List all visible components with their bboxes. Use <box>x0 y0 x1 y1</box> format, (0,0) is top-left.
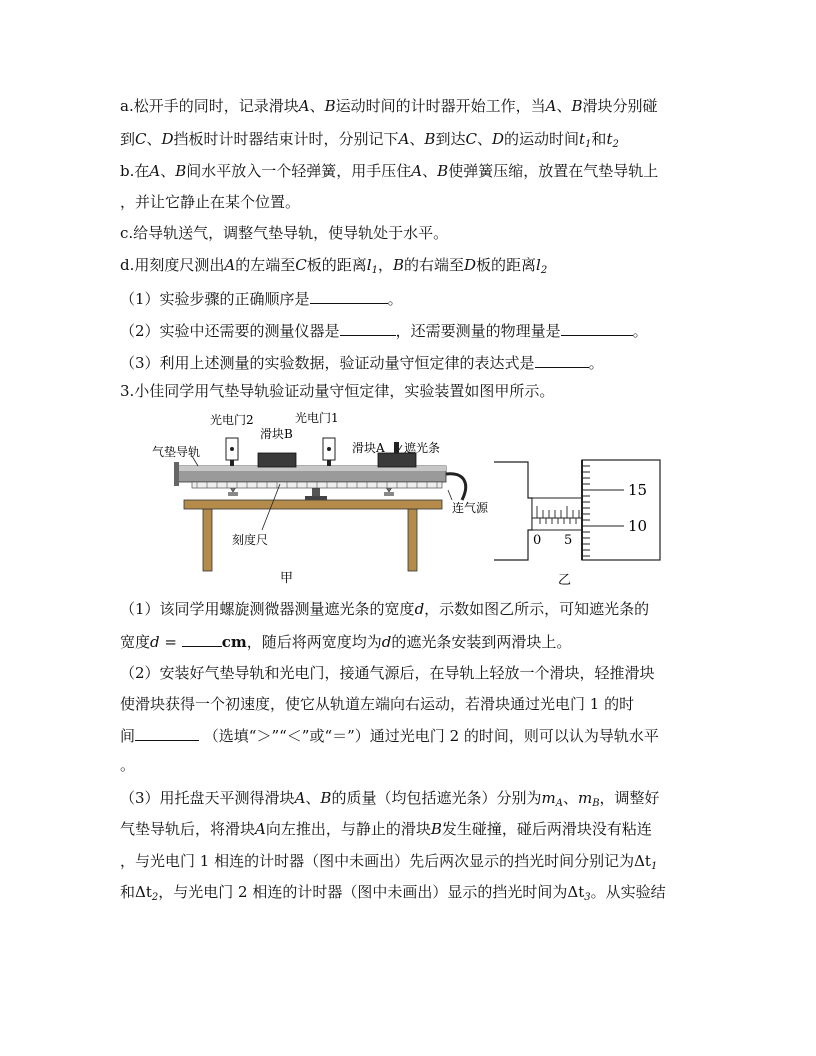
p3-question-1-line1: （1）该同学用螺旋测微器测量遮光条的宽度d，示数如图乙所示，可知遮光条的 <box>120 600 650 618</box>
step-b-line1: b.在A、B间水平放入一个轻弹簧，用手压住A、B使弹簧压缩，放置在气垫导轨上 <box>120 162 659 180</box>
step-b-label: b. <box>120 162 135 180</box>
main-scale-5: 5 <box>564 533 573 548</box>
step-a-line2: 到C、D挡板时计时器结束计时，分别记下A、B到达C、D的运动时间$t_1$和$t_2$ <box>120 130 619 150</box>
table-leg-left <box>203 509 212 571</box>
step-b-line2: ，并让它静止在某个位置。 <box>120 193 301 211</box>
question-1: （1）实验步骤的正确顺序是 。 <box>120 290 403 308</box>
p3-question-3-line3: ，与光电门 1 相连的计时器（图中未画出）先后两次显示的挡光时间分别记为$\Delta t_1$ <box>120 852 658 872</box>
problem-3-intro: 3.小佳同学用气垫导轨验证动量守恒定律，实验装置如图甲所示。 <box>120 382 555 400</box>
p3-question-2-line4: 。 <box>120 756 136 774</box>
step-c-label: c. <box>120 224 134 242</box>
label-ruler: 刻度尺 <box>232 533 269 547</box>
label-slider-a: 滑块A <box>352 441 385 455</box>
answer-blank[interactable] <box>310 288 388 304</box>
step-d-line: d.用刻度尺测出A的左端至C板的距离$l_1$，B的右端至D板的距离$l_2$ <box>120 256 548 276</box>
micrometer-frame <box>494 462 532 560</box>
label-shading-strip: 遮光条 <box>404 441 441 455</box>
thimble-scale-10: 10 <box>628 517 648 535</box>
p3-question-2-line2: 使滑块获得一个初速度，使它从轨道左端向右运动，若滑块通过光电门 1 的时 <box>120 695 635 713</box>
photogate-2 <box>226 438 238 466</box>
answer-blank[interactable] <box>135 725 199 741</box>
answer-blank[interactable] <box>535 352 589 368</box>
answer-blank[interactable] <box>340 320 396 336</box>
micrometer-sleeve <box>532 498 582 530</box>
step-a-label: a. <box>120 97 134 115</box>
p3-question-1-line2: 宽度d = cm，随后将两宽度均为d的遮光条安装到两滑块上。 <box>120 633 572 651</box>
p3-question-2-line3: 间 （选填“＞”“＜”或“＝”）通过光电门 2 的时间，则可以认为导轨水平 <box>120 727 659 745</box>
label-gate1: 光电门1 <box>295 411 339 425</box>
step-c-line: c.给导轨送气，调整气垫导轨，使导轨处于水平。 <box>120 224 449 242</box>
label-gate2: 光电门2 <box>210 413 254 427</box>
figure-air-track <box>140 404 489 589</box>
table-leg-right <box>408 509 417 571</box>
table-top <box>184 500 442 509</box>
caption-yi: 乙 <box>558 573 572 588</box>
p3-question-3-line4: 和$\Delta t_2$，与光电门 2 相连的计时器（图中未画出）显示的挡光时间为$\Delta t_3$。从实验结 <box>120 883 666 903</box>
step-d-label: d. <box>120 256 135 274</box>
thimble-scale-15: 15 <box>628 481 648 499</box>
label-air-track: 气垫导轨 <box>152 445 201 459</box>
shading-strip <box>394 442 399 453</box>
figure-micrometer <box>488 456 668 590</box>
p3-question-2-line1: （2）安装好气垫导轨和光电门，接通气源后，在导轨上轻放一个滑块，轻推滑块 <box>120 664 655 682</box>
main-scale-0: 0 <box>533 533 542 548</box>
answer-blank[interactable] <box>182 631 222 647</box>
answer-blank[interactable] <box>561 320 633 336</box>
slider-b <box>258 453 296 467</box>
caption-jia: 甲 <box>280 571 294 586</box>
slider-a <box>378 453 416 467</box>
label-air-source: 连气源 <box>452 501 489 515</box>
photogate-1 <box>323 438 335 466</box>
p3-question-3-line2: 气垫导轨后，将滑块A向左推出，与静止的滑块B发生碰撞，碰后两滑块没有粘连 <box>120 820 652 838</box>
p3-question-3-line1: （3）用托盘天平测得滑块A、B的质量（均包括遮光条）分别为$m_A$、$m_B$，调整好 <box>120 789 660 809</box>
label-slider-b: 滑块B <box>260 427 293 441</box>
question-3: （3）利用上述测量的实验数据，验证动量守恒定律的表达式是 。 <box>120 354 604 372</box>
question-2: （2）实验中还需要的测量仪器是 ，还需要测量的物理量是 。 <box>120 322 648 340</box>
air-hose <box>446 474 466 500</box>
step-a-line1: a.松开手的同时，记录滑块A、B运动时间的计时器开始工作，当A、B滑块分别碰 <box>120 97 658 115</box>
micrometer-thimble <box>582 460 660 560</box>
